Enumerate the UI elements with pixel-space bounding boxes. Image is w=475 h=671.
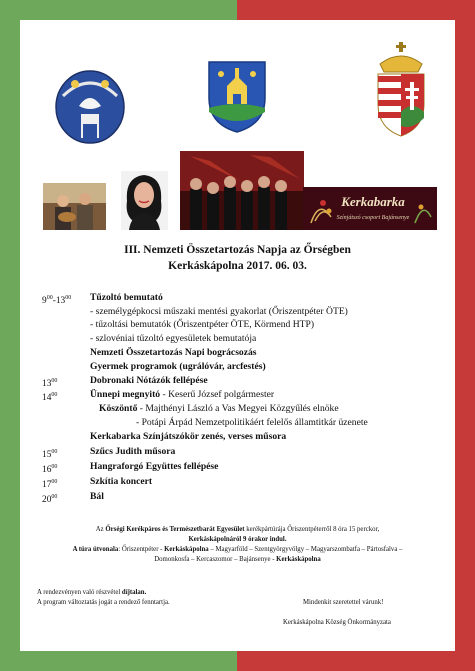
program-item: Nemzeti Összetartozás Napi bográcsozás (90, 347, 257, 358)
banner-title: Kerkabarka (341, 194, 405, 209)
time-9-13: $9^{00}-13^{00}$ (42, 295, 72, 306)
tour-line-2: Kerkáskápolnáról 9 órakor indul. (188, 536, 287, 543)
program-item: Hangraforgó Együttes fellépése (90, 461, 219, 472)
event-place-date: Kerkáskápolna 2017. 06. 03. (168, 260, 307, 272)
time-17: $17^{00}$ (42, 479, 58, 490)
program-item: Köszöntő - Majthényi László a Vas Megyei Közgyűlés elnöke (99, 403, 339, 414)
free-entry-note: A rendezvényen való részvétel díjtalan. (37, 589, 147, 596)
orseg-coat-of-arms-icon (53, 66, 127, 146)
program-item: Bál (90, 491, 104, 502)
time-14: $14^{00}$ (42, 392, 58, 403)
time-13: $13^{00}$ (42, 378, 58, 389)
organizer: Kerkáskápolna Község Önkormányzata (283, 619, 391, 626)
time-20: $20^{00}$ (42, 494, 58, 505)
time-16: $16^{00}$ (42, 464, 58, 475)
band-photo (180, 151, 304, 230)
program-item: Gyermek programok (ugrálóvár, arcfestés) (90, 361, 266, 372)
rights-note: A program változtatás jogát a rendező fenntartja. (37, 599, 170, 606)
program-item: - Potápi Árpád Nemzetpolitikáért felelős államtitkár üzenete (136, 417, 368, 428)
program-item: - szlovéniai tűzoltó egyesületek bemutatója (90, 333, 257, 344)
tour-line-1: Az Őrségi Kerékpáros és Természetbarát Egyesület kerékpártúrája Őriszentpéterről 8 óra 15 perckor, (95, 526, 380, 533)
program-item: Szűcs Judith műsora (90, 446, 176, 457)
program-item: Tűzoltó bemutató (90, 292, 163, 303)
welcome-note: Mindenkit szeretettel várunk! (303, 599, 384, 606)
musicians-photo (43, 183, 106, 230)
singer-portrait-photo (121, 171, 168, 230)
program-item: Ünnepi megnyitó - Keserű József polgármester (90, 389, 275, 400)
banner-subtitle: Színjátszó csoport Bajánsenye (336, 215, 410, 221)
kerkabarka-banner (303, 187, 437, 230)
event-title: III. Nemzeti Összetartozás Napja az Őrségben (124, 244, 351, 256)
program-item: Kerkabarka Színjátszókör zenés, verses műsora (90, 431, 287, 442)
tour-route-cont: Domonkosfa – Kercaszomor – Bajánsenye - Kerkáskápolna (154, 556, 321, 563)
program-item: - személygépkocsi műszaki mentési gyakorlat (Őriszentpéter ÖTE) (90, 306, 348, 317)
program-list (20, 292, 455, 542)
hungarian-coat-of-arms-icon (374, 42, 428, 138)
program-item: Szkítia koncert (90, 476, 153, 487)
tour-route: A túra útvonala: Őriszentpéter - Kerkáskápolna – Magyarföld – Szentgyörgyvölgy – Magyarszombatfa – Pártosfalva – (72, 546, 403, 553)
program-item: - tűzoltási bemutatók (Őriszentpéter ÖTE, Körmend HTP) (90, 319, 315, 330)
poster-page (20, 20, 455, 651)
time-15: $15^{00}$ (42, 449, 58, 460)
kerkaskapolna-coat-of-arms-icon (207, 60, 267, 134)
program-item: Dobronaki Nótázók fellépése (90, 375, 208, 386)
